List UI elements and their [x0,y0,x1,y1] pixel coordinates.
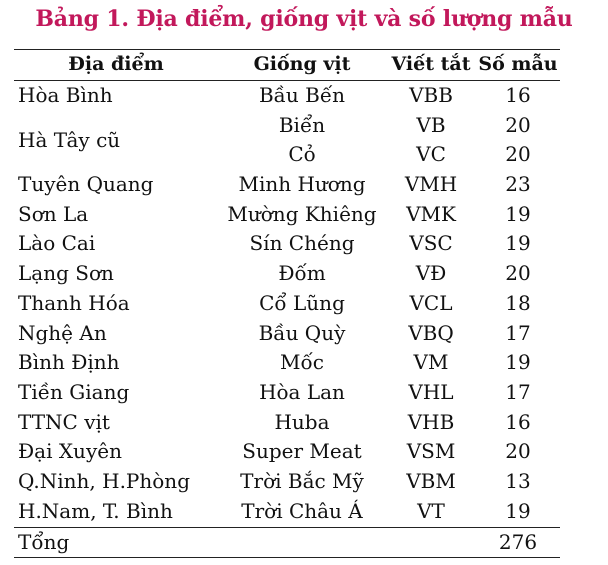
cell-location: Nghệ An [18,320,107,345]
cell-abbr: VC [416,142,446,167]
cell-abbr: VB [416,112,446,137]
cell-location: Hòa Bình [18,83,113,107]
table-row [14,378,560,408]
cell-abbr: VHL [408,379,454,404]
cell-samples: 17 [505,379,531,404]
cell-breed: Đốm [278,261,326,286]
table-row [14,289,560,319]
cell-abbr: VBQ [408,320,454,345]
header-abbr: Viết tắt [391,53,471,75]
cell-breed: Cỏ [288,142,316,167]
table-header [14,50,560,79]
cell-abbr: VSM [406,439,456,464]
cell-breed: Trời Bắc Mỹ [240,468,364,493]
cell-location: Q.Ninh, H.Phòng [18,468,190,493]
cell-abbr: VĐ [415,261,447,286]
cell-breed: Huba [274,409,330,434]
cell-breed: Trời Châu Á [241,498,363,523]
cell-location: Hà Tây cũ [18,127,121,152]
cell-location: Đại Xuyên [18,439,122,464]
table-row [14,81,560,111]
cell-samples: 20 [505,112,531,137]
cell-abbr: VT [417,498,445,523]
table-title: Bảng 1. Địa điểm, giống vịt và số lượng mẫu [35,6,573,32]
total-row [14,528,560,557]
table-row [14,200,560,230]
cell-abbr: VHB [407,409,455,434]
table-row [14,348,560,378]
cell-samples: 16 [505,409,531,434]
cell-samples: 17 [505,320,531,345]
table-subrow [14,140,560,170]
cell-location: Tiền Giang [18,379,130,404]
cell-breed: Sín Chéng [249,231,355,256]
cell-breed: Minh Hương [238,172,366,197]
total-samples: 276 [498,530,538,554]
cell-samples: 18 [505,290,531,315]
cell-samples: 23 [505,172,531,197]
table-body [14,81,560,526]
cell-samples: 19 [505,498,531,523]
table-row [14,229,560,259]
cell-breed: Super Meat [242,439,362,464]
table-row [14,259,560,289]
cell-samples: 13 [505,468,531,493]
table-row [14,437,560,467]
table-row [14,170,560,200]
cell-location: Bình Định [18,350,120,375]
cell-samples: 19 [505,350,531,375]
table-row [14,467,560,497]
cell-abbr: VBB [409,83,453,107]
cell-abbr: VMK [406,201,456,226]
cell-samples: 20 [505,439,531,464]
table-row [14,497,560,527]
cell-samples: 20 [505,142,531,167]
total-label: Tổng [18,530,70,554]
table-subrow [14,111,560,141]
cell-samples: 19 [505,201,531,226]
cell-abbr: VCL [409,290,453,315]
cell-breed: Mường Khiêng [227,201,377,226]
cell-breed: Hòa Lan [259,379,345,404]
cell-location: Lạng Sơn [18,261,114,286]
cell-location: Lào Cai [18,231,96,256]
header-breed: Giống vịt [253,53,351,75]
table-row-group [14,111,560,170]
cell-abbr: VMH [404,172,458,197]
cell-abbr: VSC [409,231,453,256]
cell-breed: Bầu Quỳ [258,320,346,345]
cell-breed: Biển [278,112,326,137]
header-samples: Số mẫu [478,53,558,75]
table-row [14,319,560,349]
cell-samples: 20 [505,261,531,286]
table-row [14,408,560,438]
cell-breed: Bầu Bến [258,83,346,107]
cell-breed: Cổ Lũng [259,290,345,315]
cell-abbr: VBM [406,468,456,493]
cell-location: TTNC vịt [18,409,110,434]
header-location: Địa điểm [68,53,164,75]
bottom-rule [14,557,560,558]
cell-location: Sơn La [18,201,89,226]
cell-samples: 19 [505,231,531,256]
cell-location: Thanh Hóa [18,290,130,315]
cell-samples: 16 [505,83,531,107]
cell-abbr: VM [413,350,449,375]
cell-breed: Mốc [280,350,324,375]
cell-location: H.Nam, T. Bình [18,498,173,523]
cell-location: Tuyên Quang [18,172,154,197]
